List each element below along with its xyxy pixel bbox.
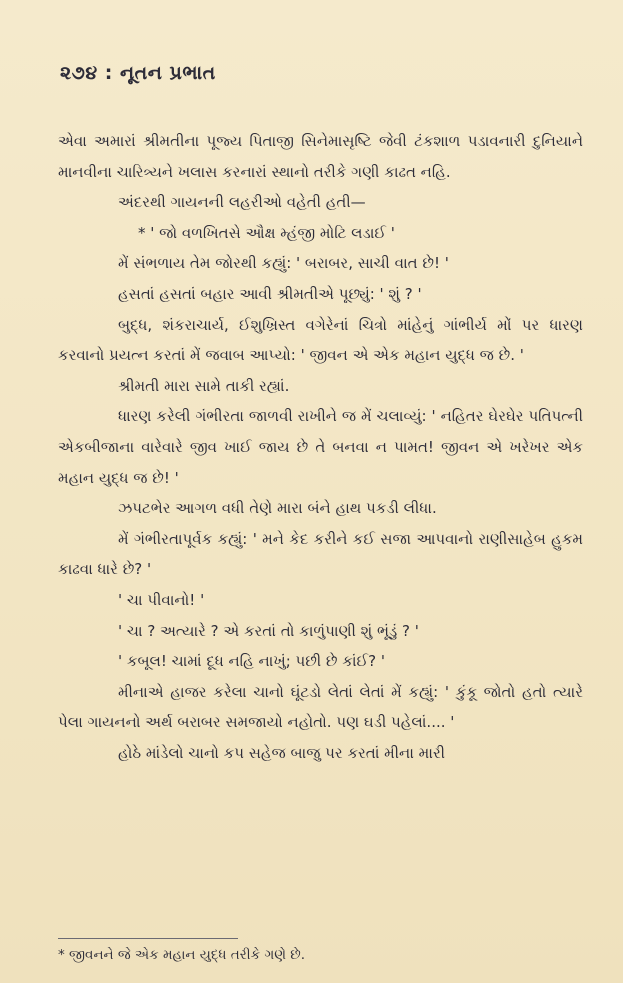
paragraph-6: શ્રીમતી મારા સામે તાકી રહ્યાં.: [118, 376, 290, 395]
paragraph-7: ધારણ કરેલી ગંભીરતા જાળવી રાખીને જ મેં ચલાવ્યું: ' નહિતર ઘેરઘેર પતિપત્ની એકબીજાના વારેવારે જીવ ખાઈ જાય છે તે બનવા ન પામત! જીવન એ ખરેખર એક મહાન યુદ્ધ જ છે! ': [58, 407, 583, 487]
body-text: [58, 126, 583, 768]
paragraph-8: ઝપટભેર આગળ વધી તેણે મારા બંને હાથ પકડી લીધા.: [118, 499, 437, 518]
paragraph-13: મીનાએ હાજર કરેલા ચાનો ઘૂંટડો લેતાં લેતાં મેં કહ્યું: ' કુંકૂ જોતો હતો ત્યારે પેલા ગાયનનો અર્થ બરાબર સમજાયો નહોતો. પણ ઘડી પહેલાં.... ': [58, 682, 583, 732]
paragraph-12: ' કબૂલ! ચામાં દૂધ નહિ નાખું; પછી છે કાંઈ? ': [118, 652, 385, 671]
paragraph-10: ' ચા પીવાનો! ': [118, 590, 205, 609]
paragraph-5: બુદ્ધ, શંકરાચાર્ય, ઈશુખ્રિસ્ત વગેરેનાં ચિત્રો માંહેનું ગાંભીર્ય મોં પર ધારણ કરવાનો પ્રયત્ન કરતાં મેં જવાબ આપ્યો: ' જીવન એ એક મહાન યુદ્ધ જ છે. ': [58, 315, 583, 365]
footnote-divider: [58, 938, 238, 939]
paragraph-11: ' ચા ? અત્યારે ? એ કરતાં તો કાળુંપાણી શું ભૂંડું ? ': [118, 621, 419, 640]
paragraph-1: એવા અમારાં શ્રીમતીના પૂજ્ય પિતાજી સિનેમાસૃષ્ટિ જેવી ટંકશાળ પડાવનારી દુનિયાને માનવીના ચારિત્ર્યને ખલાસ કરનારાં સ્થાનો તરીકે ગણી કાઢત નહિ.: [58, 132, 583, 181]
paragraph-14: હોઠે માંડેલો ચાનો કપ સહેજ બાજુ પર કરતાં મીના મારી: [118, 743, 445, 762]
song-lyric: * ' જો વળખિતસે ઔક્ષ મ્હંજી મોટિ લડાઈ ': [138, 223, 395, 242]
footnote: * જીવનને જે એક મહાન યુદ્ધ તરીકે ગણે છે.: [58, 947, 306, 963]
paragraph-9: મેં ગંભીરતાપૂર્વક કહ્યું: ' મને કેદ કરીને કઈ સજા આપવાનો રાણીસાહેબ હુકમ કાઢવા ધારે છે? ': [58, 529, 583, 579]
running-head: ૨૭૪ : નૂતન પ્રભાત: [60, 62, 216, 84]
paragraph-2: અંદરથી ગાયનની લહરીઓ વહેતી હતી—: [118, 193, 366, 212]
paragraph-3: મેં સંભળાય તેમ જોરથી કહ્યું: ' બરાબર, સાચી વાત છે! ': [118, 254, 449, 273]
paragraph-4: હસતાં હસતાં બહાર આવી શ્રીમતીએ પૂછ્યું: ' શું ? ': [118, 284, 422, 303]
